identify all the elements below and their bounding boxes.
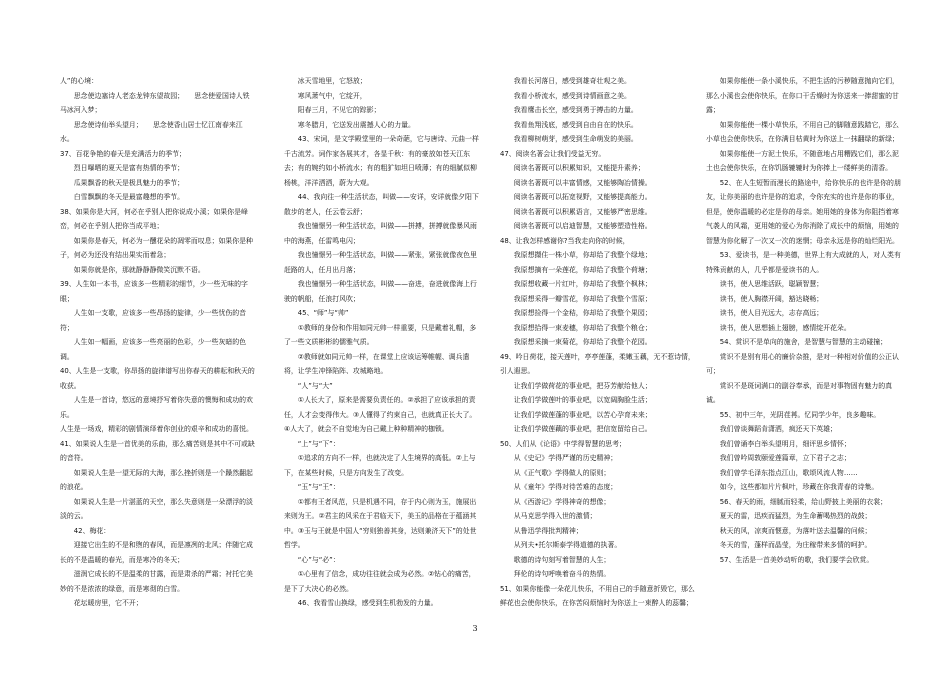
paragraph: 寒风萧气中，它绽开， [297,91,367,100]
paragraph: 44、我向往一种生活状态，叫做——安详，安详就像夕阳下散步的老人，任云卷云舒； [284,193,479,216]
paragraph: 40、人生是一支歌，你昂扬的旋律谱写出你春天的耕耘和秋天的收获。 [60,367,255,390]
paragraph: 52、在人生短暂而漫长的路途中，给你快乐的也许是你的朋友，让你美丽的也许是你的追求，令你充实的也许是你的事业，但是，使你温暖的必定是你的母亲。她用她的身体为你阻挡着寒气袭人的风霜，更用她的爱心为你消除了成长中的烦恼，用她的智慧为你化解了一次又一次的迷惘；母亲永远是你的灿烂阳光。 [706,178,901,245]
paragraph: 赏识不是别有用心的廉价杂推，是对一种相对价值的公正认可； [706,352,899,375]
paragraph: 阅读名著既可以拓宽视野，又能够提高能力。 [513,193,652,201]
paragraph: ①追求的方向不一样，也就决定了人生境界的高低。②上与下，在某些时候，只是方向发生了改变。 [284,454,476,477]
paragraph: 思念使边塞诗人老态龙钟东望故园； 思念使爱国诗人铁马冰河入梦； [60,91,250,114]
paragraph: 49、吟日荷花，接天莲叶，亭亭莲蓬，柔嫩玉藕，无不惹诗情，引人遐思。 [500,352,695,375]
text-column-4 [706,74,902,567]
paragraph: 白雪飘飘的冬天是最富趣想的季节。 [73,193,185,201]
paragraph: “人”与“大” [297,381,333,390]
paragraph: 秋天的风，凉爽而惬意，为落叶送去温馨的问候； [719,526,872,535]
paragraph: 我原想捡得一个金秸，你却给了我整个果园； [513,309,652,317]
paragraph: 从《童年》学得对待苦难的态度； [513,483,618,491]
paragraph: ②教师就如同元帅一样，在课堂上应该运筹帷幄、调兵遣将，让学生冲锋陷阵、攻城略地。 [284,352,470,375]
paragraph: 瓜果飘香的秋天是极具魅力的季节； [73,178,185,187]
paragraph: 让我们学做莲藕的事业吧，把信宽留给自己。 [513,425,652,433]
paragraph: 人”的心境： [60,77,99,85]
paragraph: 人生是一首诗，悠远的意境抒写着你失意的懊悔和成功的欢乐。 [60,396,253,419]
paragraph: 冬天的雪，蓬样而晶莹，为庄稼带来多情的呵护。 [719,541,872,549]
paragraph: 让我们学做莲叶的事业吧，以宽阔胸脸生活； [513,396,652,404]
paragraph: 拜伦的诗句呼唤着奋斗的热情。 [513,570,611,578]
paragraph: 人生是一场戏，精彩的剧情演绎着你创业的艰辛和成功的喜悦。 [60,425,253,433]
paragraph: 读书，使人思想插上翅膀，感情绽开花朵。 [719,323,851,332]
paragraph: 我们曾诵李白举头望明月，细评思乡情怀； [719,439,851,448]
paragraph: 如果说人生是一望无际的大海，那么挫折则是一个躁然翻起的浪花。 [60,468,253,491]
paragraph: 阳春三月，不见它的踪影； [297,106,381,114]
paragraph: “上”与“下”： [297,439,340,448]
paragraph: 我也憧憬另一种生活状态，叫做——紧张，紧张就像夜色里赶路的人，任月出月落； [284,251,477,274]
paragraph: 55、初中三年，光阴荏苒。忆同学少年，良多趣味。 [719,410,881,419]
paragraph: 如果你就是你，那就静静静微笑沉默不语。 [73,265,205,274]
paragraph: 41、如果说人生是一首优美的乐曲，那么痛苦则是其中不可或缺的音符。 [60,439,255,462]
paragraph: 我看柳树萌芽，感受到生命萌发的美丽。 [513,135,638,143]
paragraph: 51、如果你能像一朵花儿快乐，不用自己的手随意折毁它，那么鲜花也会使你快乐，在你苦闷烦恼时为你送上一束醉人的蕊馨； [500,584,695,607]
paragraph: 48、让我怎样感谢你?当我走向你的时候， [500,236,630,245]
paragraph: 我看小桥流水，感受到诗情画意之美。 [513,91,631,100]
paragraph: 让我们学做荷花的事业吧，把芬芳献给他人； [513,381,652,390]
paragraph: 我看鱼翔浅底，感受到自由自在的快乐。 [513,120,638,129]
paragraph: 42、梅花： [73,526,111,535]
paragraph: 53、爱读书，是一种美德，世界上有大成就的人，对人类有特殊贡献的人，几乎都是爱读书的人。 [706,251,901,274]
paragraph: 我也憧憬另一种生活状态，叫做——拼搏，拼搏就像暴风雨中的海燕，任雷鸣电闪； [284,222,477,245]
paragraph: 从列夫•托尔斯泰学得道德的执著。 [513,541,622,549]
paragraph: 我原想采摘一束菊花，你却给了我整个花园。 [513,338,652,346]
paragraph: 47、阅读名著会让我们受益无穷。 [500,149,606,158]
text-column-2 [284,74,480,611]
paragraph: 从《西游记》学得神奇的想像； [513,497,611,506]
paragraph: 我原想拾得一束麦穗，你却给了我整个粮仓； [513,323,652,332]
paragraph: 54、赏识不是单向的施舍，是智慧与智慧的主动碰撞； [719,338,888,346]
page-number: 3 [472,624,478,633]
paragraph: 从《史记》学得严谨的历史精神； [513,454,618,462]
paragraph: 我们曾学毛泽东指点江山，歌颂风流人物…… [719,468,858,477]
paragraph: “玉”与“王”： [297,483,340,491]
paragraph: 阅读名著既可以积累语言，又能够严密思维。 [513,207,652,216]
paragraph: 45、“师”与“帅” [297,309,349,317]
paragraph: 从《正气歌》学得做人的原则； [513,468,611,477]
paragraph: 我也憧憬另一种生活状态，叫做——奋进，奋进就像海上行驶的帆船，任浪打风吹； [284,280,477,303]
paragraph: 46、我看雪山换绿，感受到生机勃发的力量。 [297,599,438,607]
paragraph: 读书，使人思维活跃，聪颖智慧； [719,280,824,288]
paragraph: 烈日曝晒的夏天是富有热情的季节； [73,164,185,172]
paragraph: 夏天的雷，迅疾而猛烈，为生命蓄喝热烈的战鼓； [719,512,872,520]
paragraph: 如果你能使一方泥土快乐，不随意地占用糟践它们，那么泥土也会使你快乐，在你饥肠辘辘时为你捧上一缕鲜美的清香。 [706,149,899,172]
paragraph: 57、生活是一首美妙动听的歌，我们要学会欣赏。 [719,555,874,564]
paragraph: “心”与“必”： [297,555,340,564]
paragraph: 38、如果你是大河，何必在乎别人把你说成小溪；如果你是峰峦，何必在乎别人把你当成平地； [60,207,248,230]
paragraph: ①人长大了，原来是需要负责任的。②承担了应该承担的责任，人才会变得伟大。③人懂得了约束自己，也就真正长大了。④人大了，就会不自觉地为自己戴上种种精神的枷锁。 [284,396,477,433]
paragraph: 如果你是春天，何必为一醺花朵的凋零而叹息；如果你是种子，何必为还没有结出果实而着急； [60,236,253,259]
paragraph: 冰天雪地里，它怒放； [297,77,367,85]
paragraph: 我原想采得一瓣雪花，你却给了我整个雪原； [513,294,652,303]
text-column-3 [500,74,696,611]
paragraph: 如果你能使一条小溪快乐，不把生活的污秽随意抛向它们，那么小溪也会使你快乐，在你口干舌燥时为你送来一捧甜蜜的甘露； [706,77,899,114]
paragraph: 读书，使人目光远大，志存高远； [719,309,824,317]
paragraph: 43、宋词，是文学殿堂里的一朵奇葩，它与唐诗、元曲一样千古流芳。词作家各展其才，各显千秋：有的豪放如苍天江东去；有的婉约如小桥流水；有的粗犷如坦日喷薄；有的细腻似柳杨桃，洋洋洒洒，蔚为大观。 [284,135,479,187]
paragraph: 从鲁迅学得批判精神； [513,526,583,535]
paragraph: 37、百花争艳的春天是充满活力的季节； [60,149,186,158]
text-column-1 [60,74,256,611]
paragraph: 阅读名著既可以丰富情感，又能够陶冶情操。 [513,178,652,187]
paragraph: 如果说人生是一片湛蓝的天空，那么失意则是一朵漂浮的淡淡的云。 [60,497,253,520]
paragraph: 赏识不是斑词满口的副谷奉承，而是对事物固有魅力的真诚。 [706,381,893,404]
paragraph: 我们曾吟周敦颐爱莲篇章，立下君子之志； [719,454,851,462]
paragraph: 读书，使人胸襟开阔，豁达晓畅； [719,294,824,303]
paragraph: 我们曾谈舞蹈肯潇洒，疯还天下英雄； [719,425,837,433]
paragraph: 39、人生如一本书，应该多一些精彩的细节，少一些无味的字眼； [60,280,248,303]
paragraph: 滋润它成长的不是温柔的甘露，而是肃杀的严霜；衬托它美妙的不是浓浓的绿意，而是寒彻的白雪。 [60,570,253,593]
paragraph: 迎接它出生的不是和煦的春风，而是凛冽的北风；伴随它成长的不是温暖的春光，而是寒冷的冬天； [60,541,253,564]
paragraph: ①都有王者风范，只是机遇不同，存于内心则为玉，施展出来则为王。②君主的风采在于君临天下，美玉的品格在于蕴涵其中。③玉与王就是中国人“穷则独善其身，达则兼济天下”的处世哲学。 [284,497,477,549]
paragraph: 50、人们从《论语》中学得智慧的思考； [500,439,626,448]
paragraph: 让我们学做莲蓬的事业吧，以苦心孕育未来； [513,410,652,419]
paragraph: 从马克思学得入世的激情； [513,512,597,520]
paragraph: 寒冬腊月，它送发出震撼人心的力量。 [297,120,415,129]
paragraph: 阅读名著既可以积累知识，又能提升素养； [513,164,645,172]
paragraph: 我看鹰击长空，感受到勇于搏击的力量。 [513,106,638,114]
paragraph: 思念使诗仙举头望月； 思念使香山居士忆江南春来江水。 [60,120,243,143]
paragraph: 人生如一支歌，应该多一些昂扬的旋律，少一些忧伤的音符； [60,309,247,332]
paragraph: 我看长河落日，感受到雄奇壮观之美。 [513,77,631,85]
paragraph: ①心里有了信念，成功往往就会成为必然。②钻心的痛苦，是下了大决心的必然。 [284,570,476,593]
paragraph: 如果你能使一棵小草快乐，不用自己的脚随意践踏它，那么小草也会使你快乐，在你满目枯黄时为你送上一抹翻绿的新绿； [706,120,899,143]
paragraph: 我原想收藏一片红叶，你却给了我整个枫林； [513,280,652,288]
paragraph: 如今，这些都如片片枫叶，珍藏在你我青春的诗集。 [719,483,879,491]
paragraph: 我原想擷住一株小草，你却给了我整个绿地； [513,251,652,259]
paragraph: 人生如一幅画，应该多一些亮丽的色彩，少一些灰暗的色调。 [60,338,247,361]
paragraph: 花坛暖房里，它不开； [73,599,143,607]
paragraph: ①教师的身份和作用如同元帅一样重要，只是戴着礼帽，多了一些文质彬彬的儒雅气质。 [284,323,477,346]
paragraph: 我原想摘有一朵莲花，你却给了我整个荷塘； [513,265,652,274]
paragraph: 56、春天的雨，细腻而轻柔，给山野披上美丽的衣裳； [719,497,888,506]
paragraph: 歌德的诗句刻写着智慧的人生； [513,555,611,564]
paragraph: 阅读名著既可以启迪智慧，又能够塑造性格。 [513,222,652,230]
